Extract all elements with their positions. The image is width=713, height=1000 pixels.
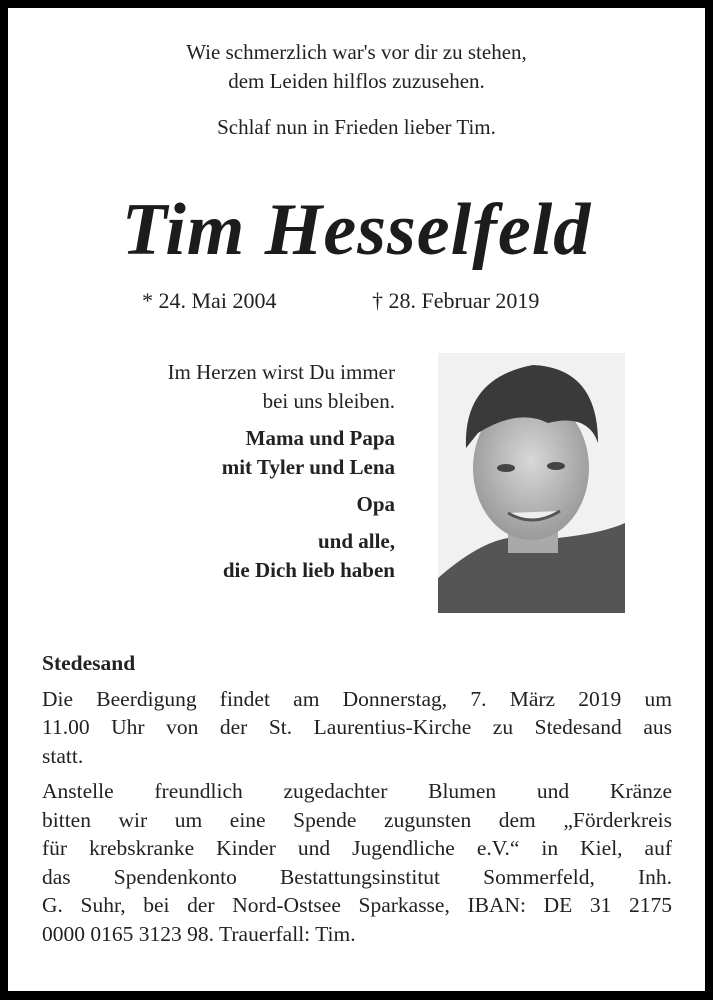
donation-line: das Spendenkonto Bestattungsinstitut Sommerfeld, Inh. — [42, 864, 672, 889]
family-line: mit Tyler und Lena — [221, 455, 395, 479]
donation-line: G. Suhr, bei der Nord-Ostsee Sparkasse, IBAN: DE 31 2175 — [42, 893, 672, 917]
donation-line: bitten wir um eine Spende zugunsten dem „Förderkreis — [42, 807, 672, 832]
tribute — [168, 358, 395, 585]
verse-line: dem Leiden hilflos zuzusehen. — [228, 69, 485, 93]
funeral-line: Die Beerdigung findet am Donnerstag, 7. März 2019 um — [42, 686, 672, 711]
obituary-notice — [8, 8, 705, 991]
donation-line: 0000 0165 3123 98. Trauerfall: Tim. — [42, 921, 356, 946]
verse-line: Wie schmerzlich war's vor dir zu stehen, — [186, 40, 527, 64]
deceased-name: Tim Hesselfeld — [121, 189, 592, 271]
verse — [8, 38, 705, 142]
family-line: Mama und Papa — [245, 426, 395, 450]
family-line: Opa — [356, 492, 395, 516]
birth-date: * 24. Mai 2004 — [142, 288, 277, 313]
donation-line: Anstelle freundlich zugedachter Blumen und Kränze — [42, 779, 672, 803]
location-heading: Stedesand — [42, 651, 136, 675]
portrait-photo — [438, 353, 625, 613]
family-line: und alle, — [317, 529, 395, 553]
funeral-line: statt. — [42, 743, 84, 768]
funeral-info — [42, 649, 672, 948]
funeral-line: 11.00 Uhr von der St. Laurentius-Kirche zu Stedesand aus — [42, 715, 672, 739]
donation-line: für krebskranke Kinder und Jugendliche e.V.“ in Kiel, auf — [42, 836, 672, 860]
tribute-line: bei uns bleiben. — [262, 389, 395, 413]
verse-line: Schlaf nun in Frieden lieber Tim. — [217, 115, 496, 139]
death-date: † 28. Februar 2019 — [372, 288, 540, 313]
family-line: die Dich lieb haben — [222, 558, 395, 582]
tribute-line: Im Herzen wirst Du immer — [167, 360, 395, 384]
